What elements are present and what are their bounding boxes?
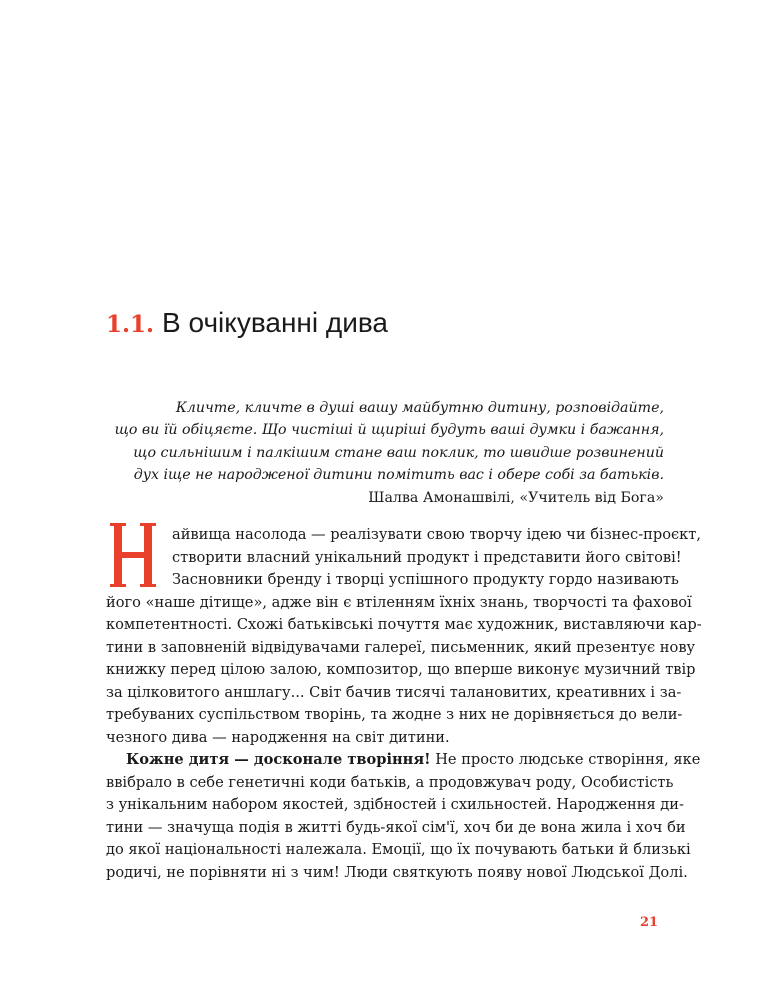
epigraph-line: що сильнішим і палкішим стане ваш поклик, то швидше розвинений <box>133 444 664 461</box>
paragraph-line: книжку перед цілою залою, композитор, що вперше виконує музичний твір <box>106 661 696 678</box>
paragraph-line: ввібрало в себе генетичні коди батьків, а продовжувач роду, Особистість <box>106 773 674 791</box>
paragraph-line: Засновники бренду і творці успішного продукту гордо називають <box>172 571 679 588</box>
paragraph-line: тини в заповненій відвідувачами галереї, письменник, який презентує нову <box>106 638 696 656</box>
epigraph-attribution: Шалва Амонашвілі, «Учитель від Бога» <box>368 489 664 506</box>
epigraph-line: що ви їй обіцяєте. Що чистіші й щиріші будуть ваші думки і бажання, <box>114 422 664 439</box>
section-number: 1.1. <box>106 311 155 338</box>
paragraph-line: його «наше дітище», адже він є втіленням їхніх знань, творчості та фахової <box>106 593 692 611</box>
paragraph-line <box>106 749 701 772</box>
epigraph-line: Кличте, кличте в душі вашу майбутню дитину, розповідайте, <box>175 400 664 416</box>
page-number: 21 <box>640 915 659 930</box>
bold-lead: Кожне дитя — досконале творіння! <box>126 751 431 768</box>
section-title: В очікуванні дива <box>162 307 388 338</box>
paragraph-line: требуваних суспільством творінь, та жодне з них не дорівняється до вели- <box>106 706 683 723</box>
paragraph-line: тини — значуща подія в житті будь-якої сім'ї, хоч би де вона жила і хоч би <box>106 818 686 836</box>
epigraph-line: дух іще не народженої дитини помітить вас і обере собі за батьків. <box>133 467 664 484</box>
paragraph-line: родичі, не порівняти ні з чим! Люди святкують появу нової Людської Долі. <box>106 863 688 881</box>
paragraph-line: айвища насолода — реалізувати свою творчу ідею чи бізнес-проєкт, <box>172 526 702 543</box>
body-text <box>106 524 702 884</box>
paragraph-line-rest: Не просто людське створіння, яке <box>430 751 701 768</box>
paragraph-line: чезного дива — народження на світ дитини. <box>106 728 450 746</box>
paragraph-line: до якої національності належала. Емоції, що їх почувають батьки й близькі <box>106 841 691 858</box>
paragraph-line: компетентності. Схожі батьківські почуття має художник, виставляючи кар- <box>106 616 702 633</box>
paragraph-line: за цілковитого аншлагу... Світ бачив тисячі талановитих, креативних і за- <box>106 683 682 701</box>
paragraph-line: створити власний унікальний продукт і представити його світові! <box>172 548 682 566</box>
paragraph-line: з унікальним набором якостей, здібностей і схильностей. Народження ди- <box>106 796 684 813</box>
section-heading <box>106 303 388 345</box>
epigraph <box>104 397 664 509</box>
